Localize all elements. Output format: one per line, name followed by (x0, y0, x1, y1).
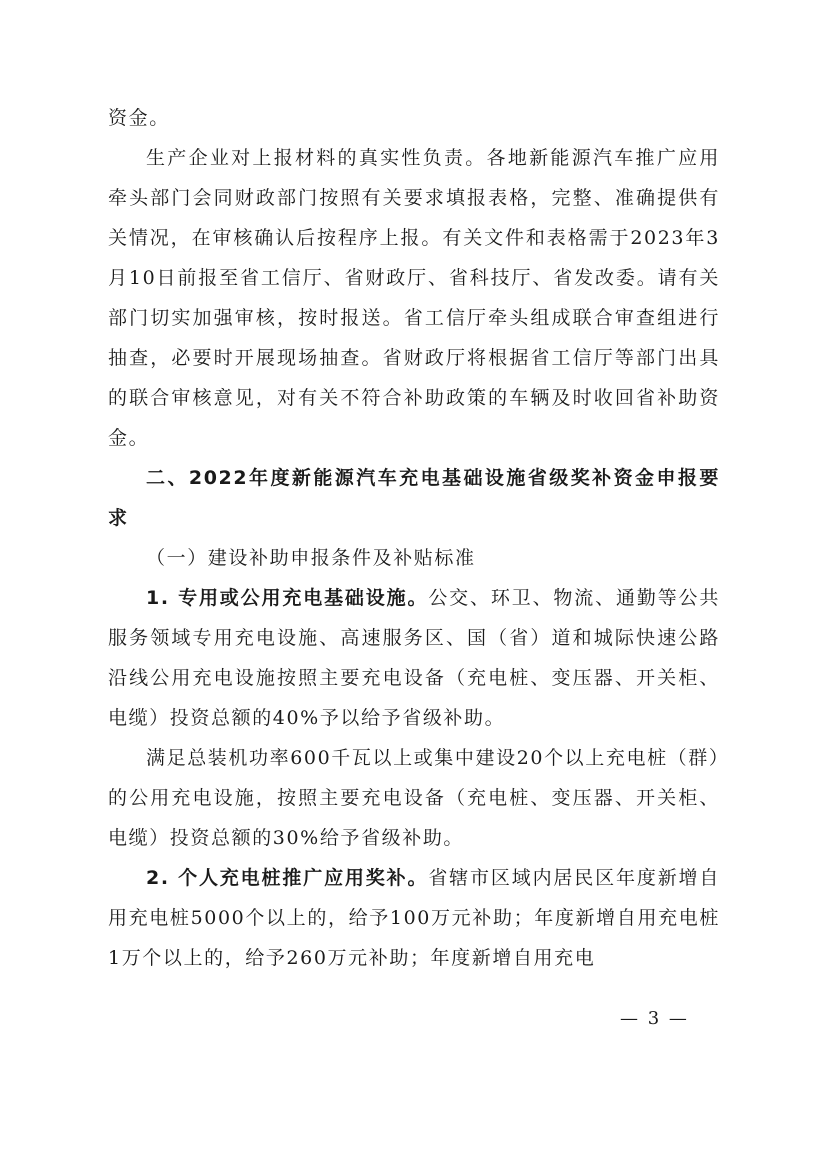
item-1-body: 公交、环卫、物流、通勤等公共服务领域专用充电设施、高速服务区、国（省）道和城际快速公路沿线公用充电设施按照主要充电设备（充电桩、变压器、开关柜、电缆）投资总额的40%予以给予省级补助。 (108, 587, 720, 729)
subsection-heading-1: （一）建设补助申报条件及补贴标准 (146, 547, 476, 569)
item-2-body: 省辖市区域内居民区年度新增自用充电桩5000个以上的，给予100万元补助；年度新增自用充电桩1万个以上的，给予260万元补助；年度新增自用充电 (108, 867, 720, 969)
section-heading-2: 二、2022年度新能源汽车充电基础设施省级奖补资金申报要求 (108, 467, 720, 529)
item-2-lead: 2. 个人充电桩推广应用奖补。 (146, 867, 429, 889)
item-1-lead: 1. 专用或公用充电基础设施。 (146, 587, 429, 609)
item-2-paragraph (108, 858, 720, 978)
paragraph-capacity: 满足总装机功率600千瓦以上或集中建设20个以上充电桩（群）的公用充电设施，按照主要充电设备（充电桩、变压器、开关柜、电缆）投资总额的30%给予省级补助。 (108, 747, 720, 849)
document-page (108, 98, 720, 978)
page-number: — 3 — (620, 1008, 689, 1029)
item-1-paragraph (108, 578, 720, 738)
paragraph-reporting: 生产企业对上报材料的真实性负责。各地新能源汽车推广应用牵头部门会同财政部门按照有关要求填报表格，完整、准确提供有关情况，在审核确认后按程序上报。有关文件和表格需于2023年3月10日前报至省工信厅、省财政厅、省科技厅、省发改委。请有关部门切实加强审核，按时报送。省工信厅牵头组成联合审查组进行抽查，必要时开展现场抽查。省财政厅将根据省工信厅等部门出具的联合审核意见，对有关不符合补助政策的车辆及时收回省补助资金。 (108, 147, 720, 449)
paragraph-continuation: 资金。 (108, 107, 170, 129)
